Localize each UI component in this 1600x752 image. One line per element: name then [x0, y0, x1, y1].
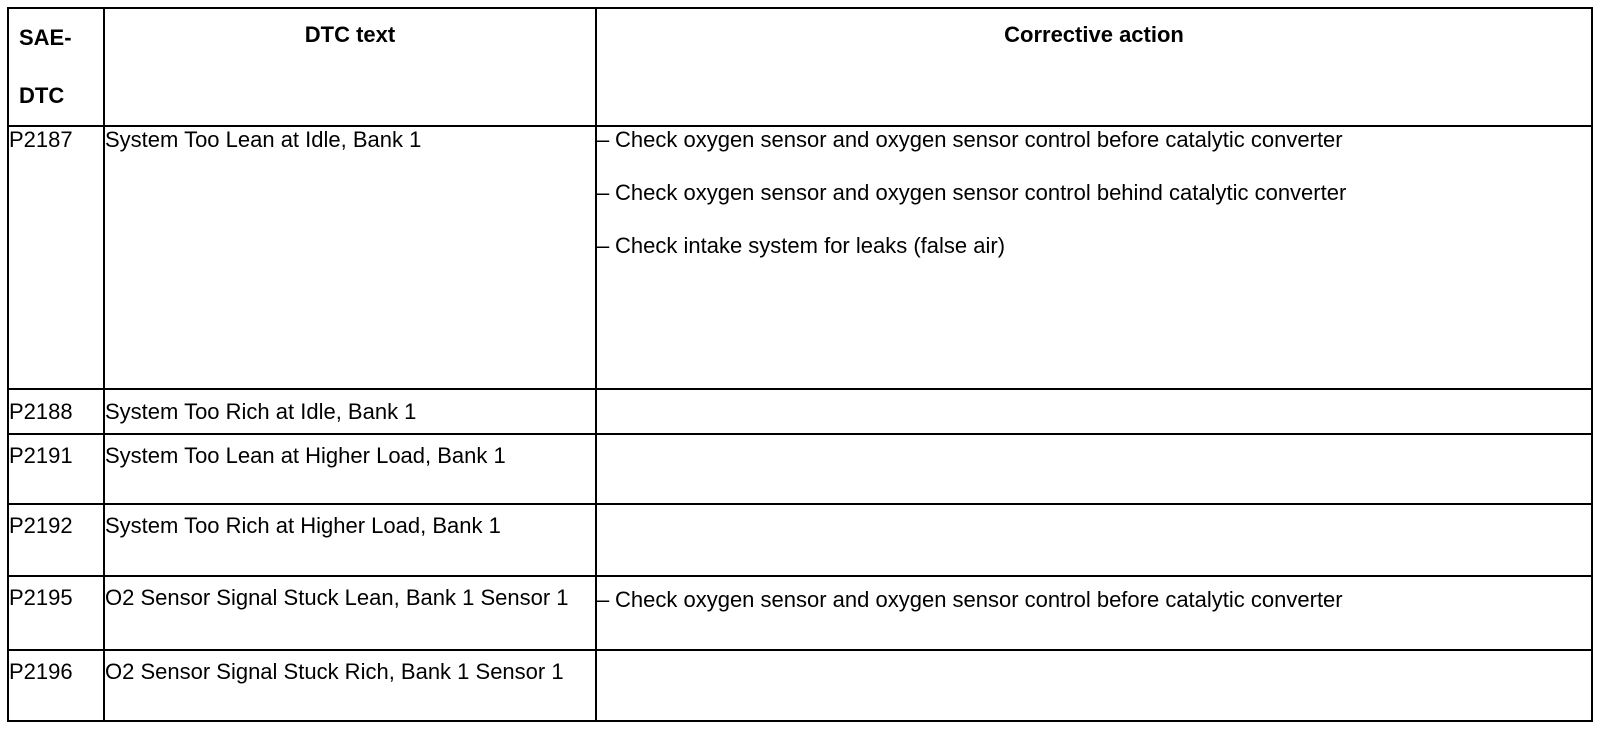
dtc-text: System Too Rich at Idle, Bank 1 — [104, 389, 596, 434]
corrective-action-cell — [596, 576, 1592, 650]
table-row — [8, 504, 1592, 576]
table-row — [8, 576, 1592, 650]
header-sae-dtc — [8, 8, 104, 126]
table-row — [8, 389, 1592, 434]
header-sae-dtc-line1: SAE- — [19, 25, 72, 50]
table-row — [8, 434, 1592, 504]
action-item — [597, 180, 1591, 205]
action-item — [597, 233, 1591, 258]
corrective-action-cell — [596, 389, 1592, 434]
action-item — [597, 587, 1591, 612]
header-dtc-text — [104, 8, 596, 126]
header-corrective-action — [596, 8, 1592, 126]
dtc-text: System Too Lean at Idle, Bank 1 — [104, 126, 596, 389]
dtc-code: P2196 — [8, 650, 104, 721]
action-item — [597, 127, 1591, 152]
header-sae-dtc-line2: DTC — [19, 83, 65, 108]
dtc-code: P2191 — [8, 434, 104, 504]
corrective-action-cell — [596, 504, 1592, 576]
dash-bullet: – — [597, 127, 610, 152]
table-row — [8, 650, 1592, 721]
dash-bullet: – — [597, 233, 610, 258]
dtc-table — [7, 7, 1593, 722]
dtc-text: O2 Sensor Signal Stuck Lean, Bank 1 Sensor 1 — [104, 576, 596, 650]
dash-bullet: – — [597, 180, 610, 205]
table-row — [8, 126, 1592, 389]
action-item-text: Check oxygen sensor and oxygen sensor control behind catalytic converter — [615, 180, 1347, 205]
dtc-code: P2188 — [8, 389, 104, 434]
dtc-code: P2187 — [8, 126, 104, 389]
table-header-row — [8, 8, 1592, 126]
dtc-code: P2195 — [8, 576, 104, 650]
header-corrective-action-label: Corrective action — [1004, 22, 1184, 47]
corrective-action-cell — [596, 434, 1592, 504]
action-item-text: Check oxygen sensor and oxygen sensor control before catalytic converter — [615, 587, 1343, 612]
action-item-text: Check intake system for leaks (false air) — [615, 233, 1006, 258]
dtc-code: P2192 — [8, 504, 104, 576]
action-item-text: Check oxygen sensor and oxygen sensor control before catalytic converter — [615, 127, 1343, 152]
dtc-text: System Too Lean at Higher Load, Bank 1 — [104, 434, 596, 504]
corrective-action-cell — [596, 126, 1592, 389]
corrective-action-cell — [596, 650, 1592, 721]
header-dtc-text-label: DTC text — [304, 22, 396, 47]
dash-bullet: – — [597, 587, 610, 612]
dtc-text: System Too Rich at Higher Load, Bank 1 — [104, 504, 596, 576]
dtc-text: O2 Sensor Signal Stuck Rich, Bank 1 Sensor 1 — [104, 650, 596, 721]
